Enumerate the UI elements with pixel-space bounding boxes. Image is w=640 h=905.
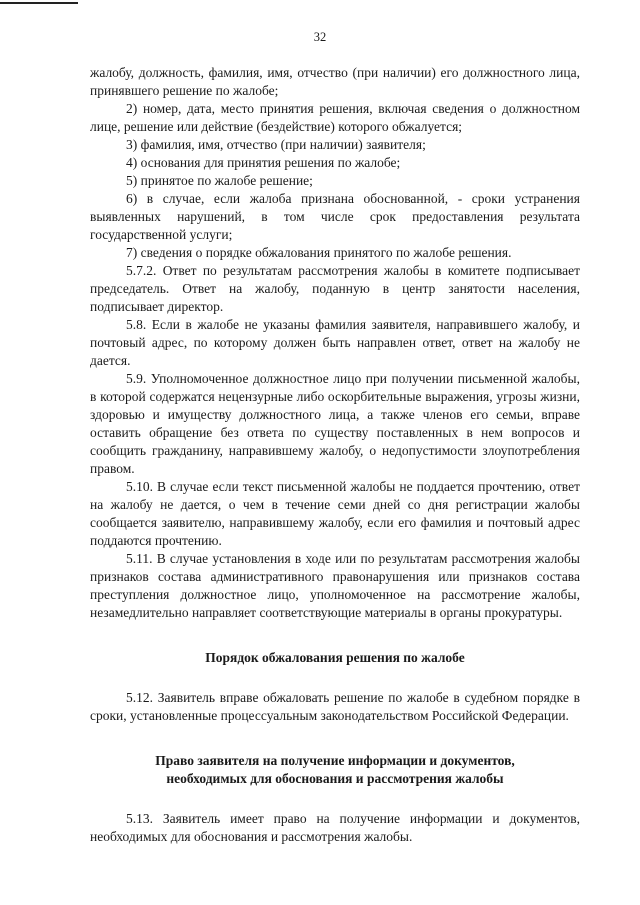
paragraph-5-9: 5.9. Уполномоченное должностное лицо при получении письменной жалобы, в которой содержатся нецензурные либо оскорбительные выражения, угрозы жизни, здоровью и имуществу должностного лица, а также членов его семьи, вправе оставить обращение без ответа по существу поставленных в нем вопросов и сообщить гражданину, направившему жалобу, о недопустимости злоупотребления правом. <box>90 371 580 476</box>
paragraph-item-5: 5) принятое по жалобе решение; <box>126 173 313 188</box>
paragraph-5-7-2: 5.7.2. Ответ по результатам рассмотрения жалобы в комитете подписывает председатель. Ответ на жалобу, поданную в центр занятости населения, подписывает директор. <box>90 263 580 314</box>
paragraph-complaint-official: жалобу, должность, фамилия, имя, отчество (при наличии) его должностного лица, принявшего решение по жалобе; <box>90 65 580 98</box>
paragraph-5-11: 5.11. В случае установления в ходе или по результатам рассмотрения жалобы признаков состава административного правонарушения или признаков состава преступления должностное лицо, уполномоченное на рассмотрение жалобы, незамедлительно направляет соответствующие материалы в органы прокуратуры. <box>90 551 580 620</box>
scan-edge-mark <box>0 2 78 4</box>
paragraph-item-3: 3) фамилия, имя, отчество (при наличии) заявителя; <box>126 137 426 152</box>
section-heading-rights-line-1: Право заявителя на получение информации и документов, <box>155 753 515 768</box>
document-body <box>90 64 580 846</box>
section-heading-rights-line-2: необходимых для обоснования и рассмотрения жалобы <box>166 771 504 786</box>
page-number: 32 <box>313 30 327 44</box>
paragraph-item-6: 6) в случае, если жалоба признана обоснованной, - сроки устранения выявленных нарушений, в том числе срок предоставления результата государственной услуги; <box>90 191 580 242</box>
paragraph-item-2: 2) номер, дата, место принятия решения, включая сведения о должностном лице, решение или действие (бездействие) которого обжалуется; <box>90 101 580 134</box>
paragraph-5-8: 5.8. Если в жалобе не указаны фамилия заявителя, направившего жалобу, и почтовый адрес, по которому должен быть направлен ответ, ответ на жалобу не дается. <box>90 317 580 368</box>
paragraph-5-12: 5.12. Заявитель вправе обжаловать решение по жалобе в судебном порядке в сроки, установленные процессуальным законодательством Российской Федерации. <box>90 690 580 723</box>
paragraph-5-10: 5.10. В случае если текст письменной жалобы не поддается прочтению, ответ на жалобу не дается, о чем в течение семи дней со дня регистрации жалобы сообщается заявителю, направившему жалобу, если его фамилия и почтовый адрес поддаются прочтению. <box>90 479 580 548</box>
section-heading-appeal: Порядок обжалования решения по жалобе <box>205 650 465 665</box>
section-heading-rights <box>90 752 580 788</box>
paragraph-5-13: 5.13. Заявитель имеет право на получение информации и документов, необходимых для обоснования и рассмотрения жалобы. <box>90 811 580 844</box>
paragraph-item-4: 4) основания для принятия решения по жалобе; <box>126 155 401 170</box>
paragraph-item-7: 7) сведения о порядке обжалования принятого по жалобе решения. <box>126 245 512 260</box>
